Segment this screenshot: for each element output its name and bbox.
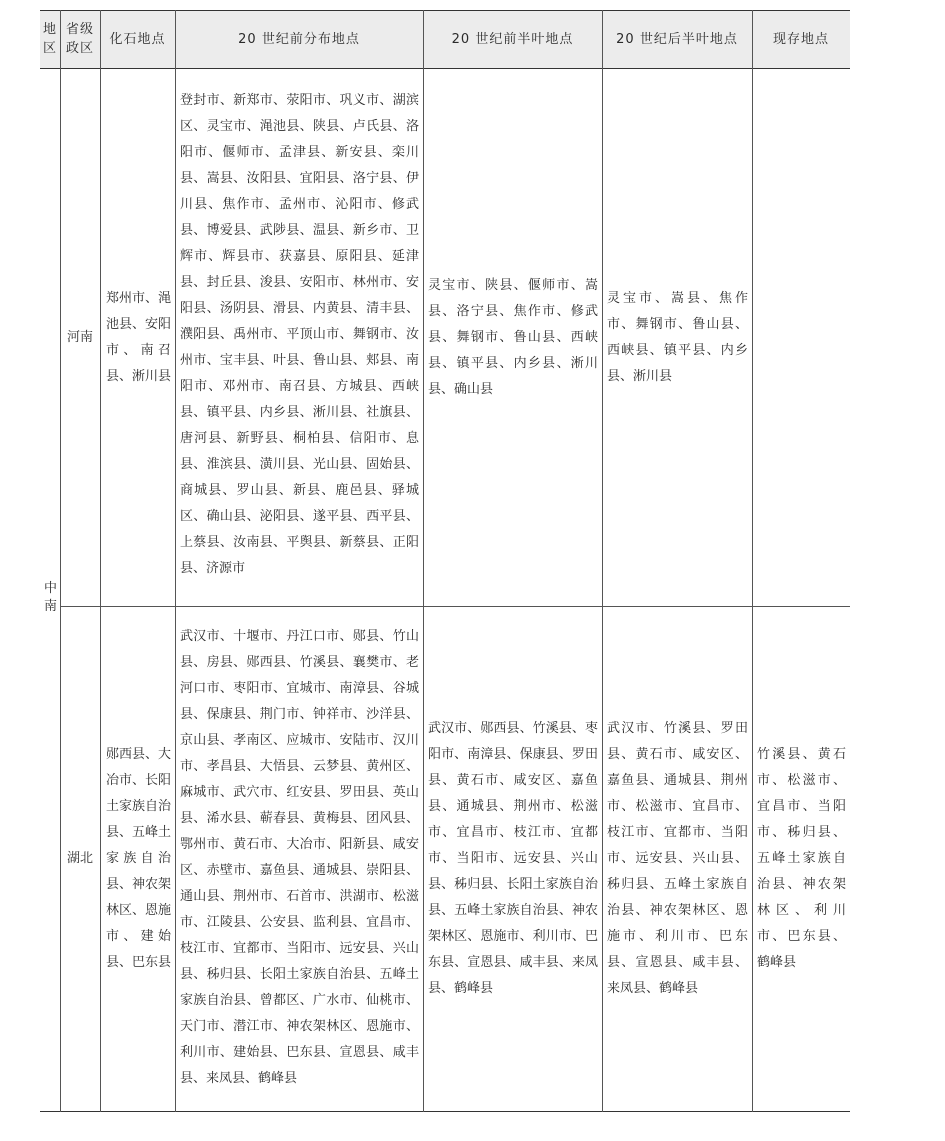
header-pre-20th-century: 20 世纪前分布地点 — [175, 10, 423, 68]
header-second-half-20th: 20 世纪后半叶地点 — [602, 10, 752, 68]
column-divider — [602, 10, 603, 1112]
second-half-text: 灵宝市、嵩县、焦作市、舞钢市、鲁山县、西峡县、镇平县、内乡县、淅川县 — [607, 290, 748, 384]
header-fossil-sites: 化石地点 — [100, 10, 175, 68]
pre-20th-century-cell: 登封市、新郑市、荥阳市、巩义市、湖滨区、灵宝市、渑池县、陕县、卢氏县、洛阳市、偃师市、孟津县、新安县、栾川县、嵩县、汝阳县、宜阳县、洛宁县、伊川县、焦作市、孟州市、沁阳市、修武县、博爱县、武陟县、温县、新乡市、卫辉市、辉县市、获嘉县、原阳县、延津县、封丘县、浚县、安阳市、林州市、安阳县、汤阴县、滑县、内黄县、清丰县、濮阳县、禹州市、平顶山市、舞钢市、汝州市、宝丰县、叶县、鲁山县、郏县、南阳市、邓州市、南召县、方城县、西峡县、镇平县、内乡县、淅川县、社旗县、唐河县、新野县、桐柏县、信阳市、息县、淮滨县、潢川县、光山县、固始县、商城县、罗山县、新县、鹿邑县、驿城区、确山县、泌阳县、遂平县、西平县、上蔡县、汝南县、平舆县、新蔡县、正阳县、济源市 — [180, 93, 419, 576]
header-province: 省级政区 — [60, 10, 100, 68]
column-divider — [175, 10, 176, 1112]
column-divider — [423, 10, 424, 1112]
header-first-half-20th: 20 世纪前半叶地点 — [423, 10, 602, 68]
current-sites-cell — [757, 607, 846, 1111]
fossil-sites-text: 郑州市、渑池县、安阳市、南召县、淅川县 — [106, 290, 172, 384]
first-half-cell — [428, 69, 598, 606]
pre-20th-century-cell: 武汉市、十堰市、丹江口市、郧县、竹山县、房县、郧西县、竹溪县、襄樊市、老河口市、枣阳市、宜城市、南漳县、谷城县、保康县、荆门市、钟祥市、沙洋县、京山县、孝南区、应城市、安陆市、汉川市、孝昌县、大悟县、云梦县、黄州区、麻城市、武穴市、红安县、罗田县、英山县、浠水县、蕲春县、黄梅县、团风县、鄂州市、黄石市、大冶市、阳新县、咸安区、赤壁市、嘉鱼县、通城县、崇阳县、通山县、荆州市、石首市、洪湖市、松滋市、江陵县、公安县、监利县、宜昌市、枝江市、宜都市、当阳市、远安县、兴山县、秭归县、长阳土家族自治县、五峰土家族自治县、曾都区、广水市、仙桃市、天门市、潜江市、神农架林区、恩施市、利川市、建始县、巴东县、宣恩县、咸丰县、来凤县、鹤峰县 — [180, 629, 419, 1086]
first-half-text: 武汉市、郧西县、竹溪县、枣阳市、南漳县、保康县、罗田县、黄石市、咸安区、嘉鱼县、通城县、荆州市、松滋市、宜昌市、枝江市、宜都市、当阳市、远安县、兴山县、秭归县、长阳土家族自治县、五峰土家族自治县、神农架林区、恩施市、利川市、巴东县、宣恩县、咸丰县、来凤县、鹤峰县 — [428, 721, 598, 996]
current-sites-cell — [757, 69, 846, 606]
second-half-text: 武汉市、竹溪县、罗田县、黄石市、咸安区、嘉鱼县、通城县、荆州市、松滋市、宜昌市、枝江市、宜都市、当阳市、远安县、兴山县、秭归县、五峰土家族自治县、神农架林区、恩施市、利川市、巴东县、宣恩县、咸丰县、来凤县、鹤峰县 — [607, 721, 748, 996]
header-current-sites: 现存地点 — [752, 10, 850, 68]
fossil-sites-text: 郧西县、大冶市、长阳土家族自治县、五峰土家族自治县、神农架林区、恩施市、建始县、巴东县 — [106, 747, 172, 970]
second-half-cell — [607, 607, 748, 1111]
top-rule — [40, 10, 850, 11]
region-cell: 中南 — [44, 581, 58, 614]
column-divider — [100, 10, 101, 1112]
province-cell: 河南 — [66, 329, 93, 345]
distribution-table — [40, 10, 850, 1112]
bottom-rule — [40, 1111, 850, 1112]
fossil-sites-cell — [106, 69, 171, 606]
header-region: 地区 — [40, 10, 60, 68]
column-divider — [752, 10, 753, 1112]
first-half-cell — [428, 607, 598, 1111]
second-half-cell — [607, 69, 748, 606]
current-sites-text: 竹溪县、黄石市、松滋市、宜昌市、当阳市、秭归县、五峰土家族自治县、神农架林区、利川市、巴东县、鹤峰县 — [757, 747, 846, 970]
first-half-text: 灵宝市、陕县、偃师市、嵩县、洛宁县、焦作市、修武县、舞钢市、鲁山县、西峡县、镇平县、内乡县、淅川县、确山县 — [428, 277, 598, 397]
fossil-sites-cell — [106, 607, 171, 1111]
province-cell: 湖北 — [66, 851, 93, 866]
